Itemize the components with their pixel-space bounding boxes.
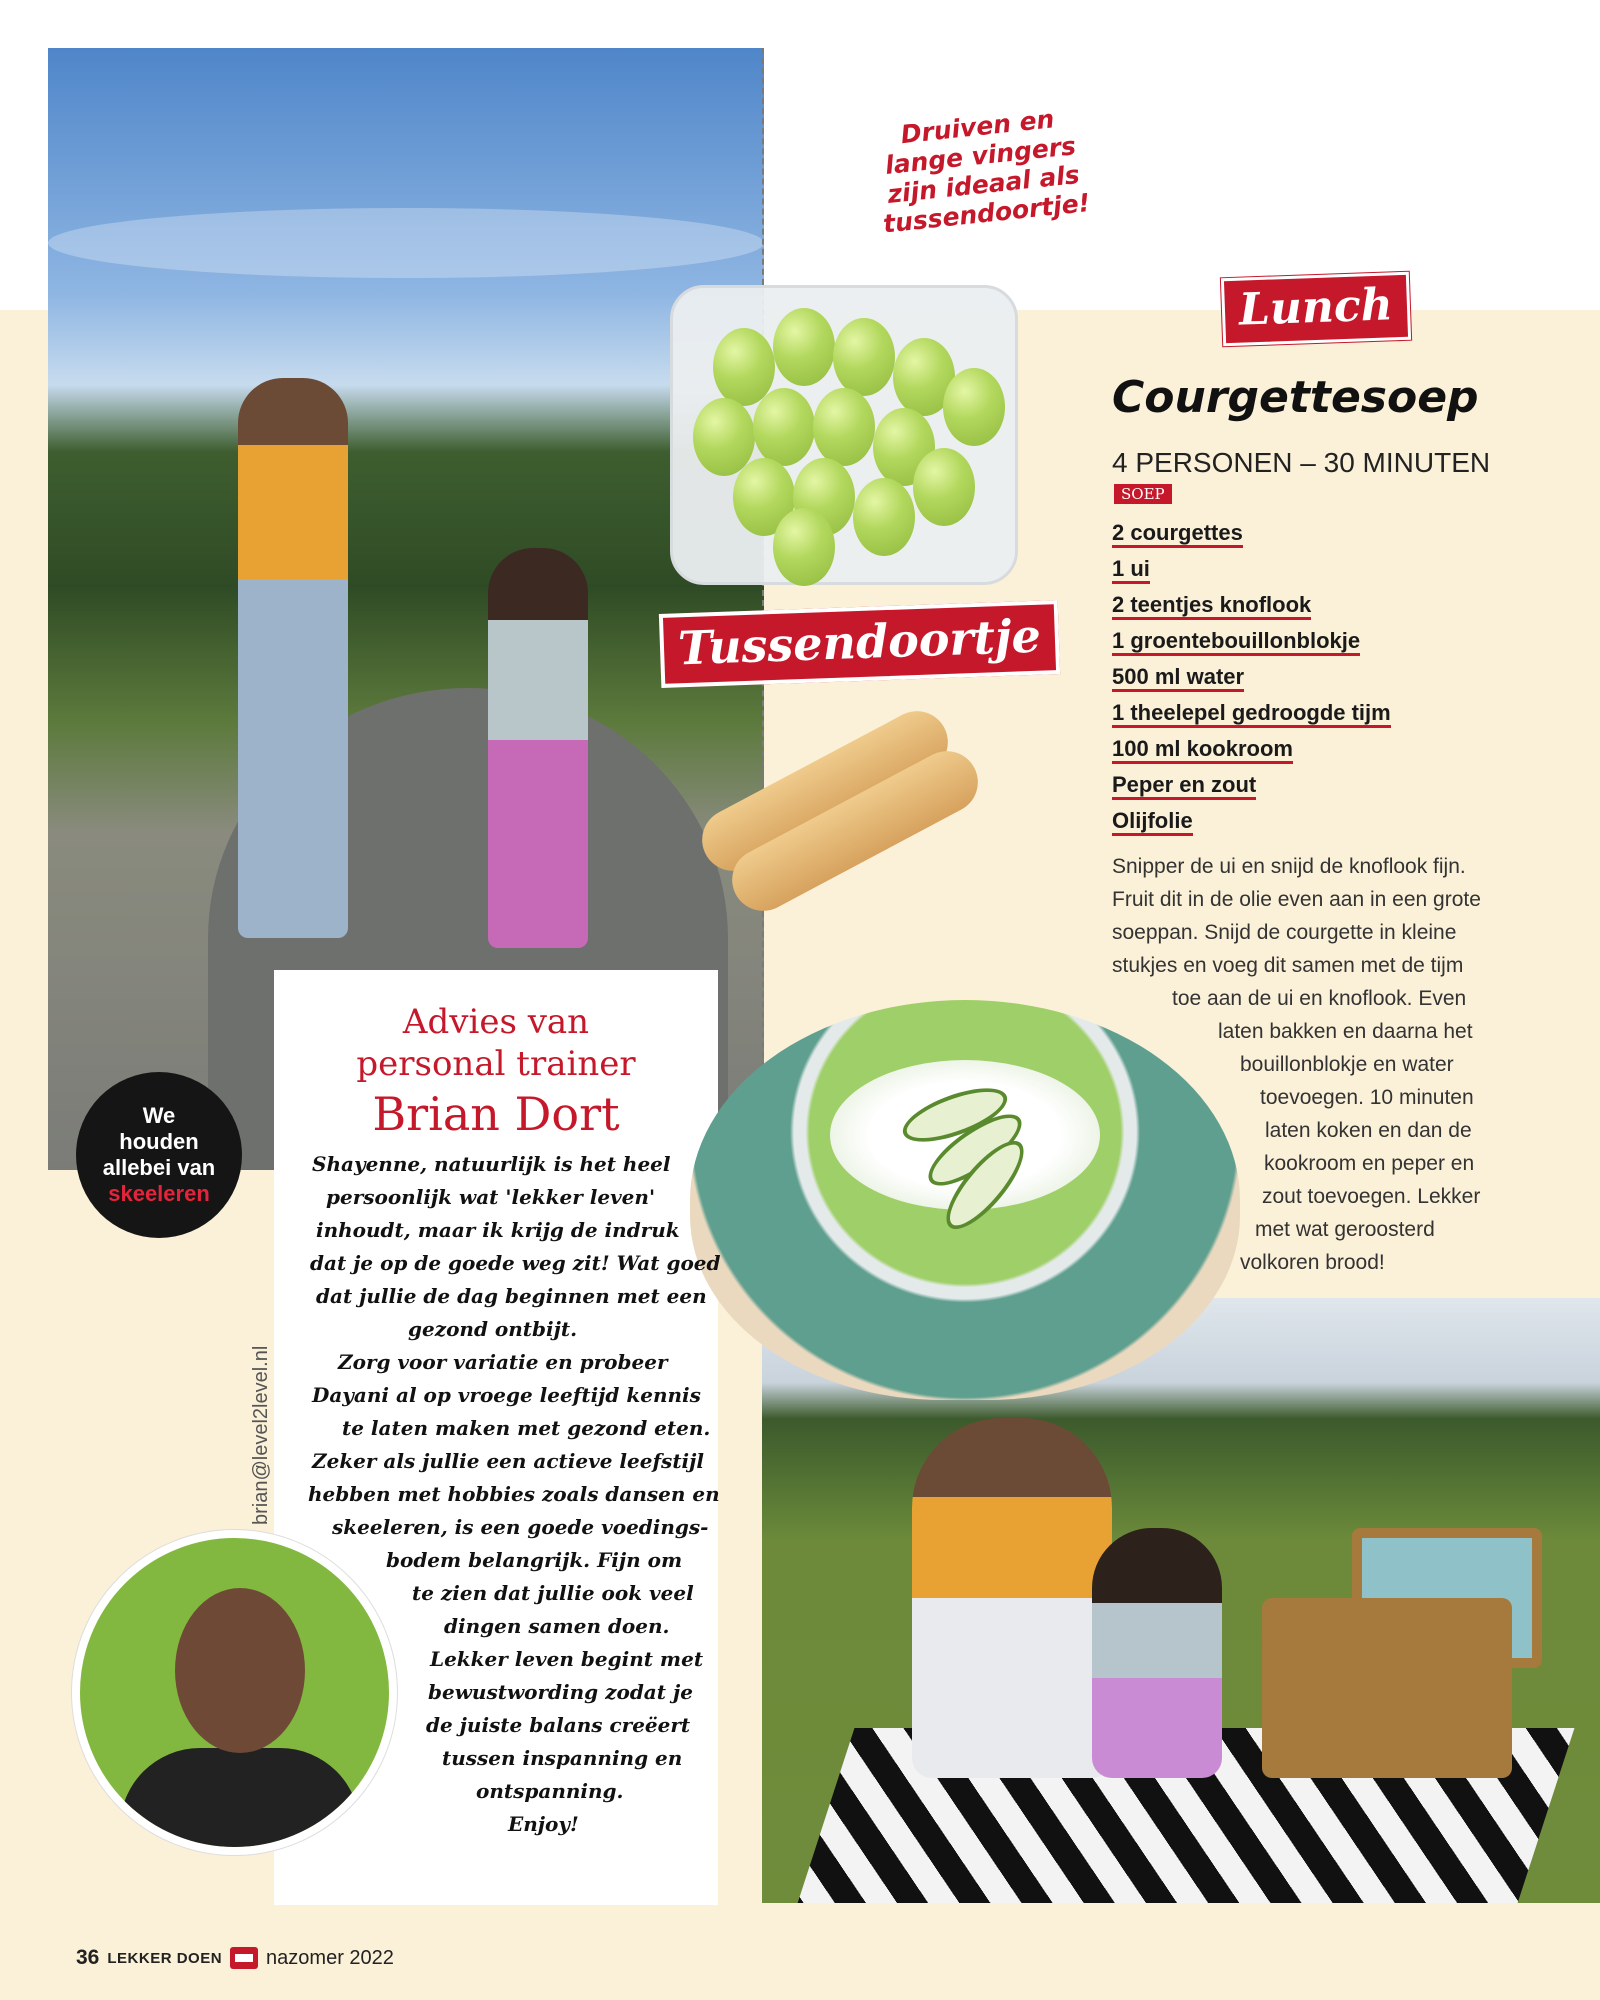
grape xyxy=(913,448,975,526)
advice-line: inhoudt, maar ik krijg de indruk xyxy=(316,1218,680,1242)
advice-line: dat je op de goede weg zit! Wat goed xyxy=(310,1251,721,1275)
ladyfingers-image xyxy=(690,690,990,910)
avatar-head xyxy=(175,1588,305,1753)
directions-line: met wat geroosterd xyxy=(1255,1218,1435,1241)
trainer-email: brian@level2level.nl xyxy=(250,1345,272,1525)
advice-line: Zeker als jullie een actieve leefstijl xyxy=(312,1449,704,1473)
handwritten-note: Druiven en lange vingers zijn ideaal als tussendoortje! xyxy=(881,104,1092,239)
ingredient-item: 1 groentebouillonblokje xyxy=(1112,628,1360,656)
directions-line: bouillonblokje en water xyxy=(1240,1053,1454,1076)
advice-line: bodem belangrijk. Fijn om xyxy=(386,1548,683,1572)
advice-line: Shayenne, natuurlijk is het heel xyxy=(312,1152,671,1176)
grape xyxy=(773,308,835,386)
directions-line: zout toevoegen. Lekker xyxy=(1262,1185,1481,1208)
lunch-badge: Lunch xyxy=(1221,272,1411,347)
soup-bowl-image xyxy=(690,1000,1240,1400)
advice-line: skeeleren, is een goede voedings- xyxy=(332,1515,709,1539)
advice-line: te laten maken met gezond eten. xyxy=(342,1416,711,1440)
page-number: 36 xyxy=(76,1946,100,1969)
advice-line: Dayani al op vroege leeftijd kennis xyxy=(312,1383,701,1407)
daughter-figure xyxy=(488,548,588,948)
advice-line: Enjoy! xyxy=(508,1812,579,1836)
grape xyxy=(813,388,875,466)
dashed-divider xyxy=(762,48,764,1148)
advice-line: te zien dat jullie ook veel xyxy=(412,1581,694,1605)
directions-line: toevoegen. 10 minuten xyxy=(1260,1086,1474,1109)
sky-cloud xyxy=(48,208,764,278)
grape xyxy=(853,478,915,556)
ingredient-item: 2 teentjes knoflook xyxy=(1112,592,1311,620)
badge-line: We xyxy=(142,1103,176,1128)
advice-line: de juiste balans creëert xyxy=(426,1713,691,1737)
advice-line: hebben met hobbies zoals dansen en xyxy=(308,1482,720,1506)
ingredient-item: Olijfolie xyxy=(1112,808,1193,836)
recipe-tag: SOEP xyxy=(1114,484,1172,504)
directions-line: soeppan. Snijd de courgette in kleine xyxy=(1112,921,1457,944)
advice-line: persoonlijk wat 'lekker leven' xyxy=(326,1185,656,1209)
advice-line: Lekker leven begint met xyxy=(430,1647,704,1671)
grape xyxy=(943,368,1005,446)
directions-line: stukjes en voeg dit samen met de tijm xyxy=(1112,954,1464,977)
ingredient-item: 100 ml kookroom xyxy=(1112,736,1293,764)
issue-label: nazomer 2022 xyxy=(266,1946,394,1969)
directions-line: volkoren brood! xyxy=(1240,1251,1385,1274)
avatar-body xyxy=(120,1748,360,1855)
ingredient-list xyxy=(1112,520,1391,844)
advice-line: gezond ontbijt. xyxy=(408,1317,578,1341)
ingredient-item: 2 courgettes xyxy=(1112,520,1243,548)
ingredient-item: 1 ui xyxy=(1112,556,1150,584)
directions-line: laten koken en dan de xyxy=(1265,1119,1472,1142)
ingredient-item: 500 ml water xyxy=(1112,664,1244,692)
directions-line: Fruit dit in de olie even aan in een grote xyxy=(1112,888,1481,911)
ingredient-item: 1 theelepel gedroogde tijm xyxy=(1112,700,1391,728)
mother-figure xyxy=(912,1418,1112,1778)
directions-line: laten bakken en daarna het xyxy=(1218,1020,1473,1043)
picnic-basket xyxy=(1262,1598,1512,1778)
badge-line-highlight: skeeleren xyxy=(108,1181,210,1206)
advice-line: bewustwording zodat je xyxy=(428,1680,693,1704)
directions-line: Snipper de ui en snijd de knoflook fijn. xyxy=(1112,855,1466,878)
recipe-meta: 4 PERSONEN – 30 MINUTEN xyxy=(1112,447,1491,478)
page-footer xyxy=(76,1946,394,1970)
advice-line: Zorg voor variatie en probeer xyxy=(338,1350,668,1374)
directions-line: toe aan de ui en knoflook. Even xyxy=(1172,987,1467,1010)
magazine-name: LEKKER DOEN xyxy=(107,1949,223,1967)
recipe-title: Courgettesoep xyxy=(1112,372,1479,423)
grape xyxy=(753,388,815,466)
trainer-name: Brian Dort xyxy=(372,1087,620,1141)
badge-line: allebei van xyxy=(102,1155,216,1180)
trainer-avatar xyxy=(72,1530,397,1855)
grapes-container-image xyxy=(670,285,1018,585)
mother-figure xyxy=(238,378,348,938)
badge-line: houden xyxy=(119,1129,199,1154)
advice-heading: Advies van xyxy=(402,1002,590,1042)
advice-heading: personal trainer xyxy=(356,1044,636,1084)
advice-line: ontspanning. xyxy=(476,1779,624,1803)
advice-line: dingen samen doen. xyxy=(444,1614,670,1638)
grape xyxy=(773,508,835,586)
magazine-logo-icon xyxy=(230,1947,258,1969)
snack-badge: Tussendoortje xyxy=(659,600,1060,688)
skating-circle-badge xyxy=(76,1072,242,1238)
advice-line: tussen inspanning en xyxy=(442,1746,683,1770)
advice-line: dat jullie de dag beginnen met een xyxy=(316,1284,707,1308)
grape xyxy=(833,318,895,396)
daughter-figure xyxy=(1092,1528,1222,1778)
ingredient-item: Peper en zout xyxy=(1112,772,1256,800)
directions-line: kookroom en peper en xyxy=(1264,1152,1475,1175)
